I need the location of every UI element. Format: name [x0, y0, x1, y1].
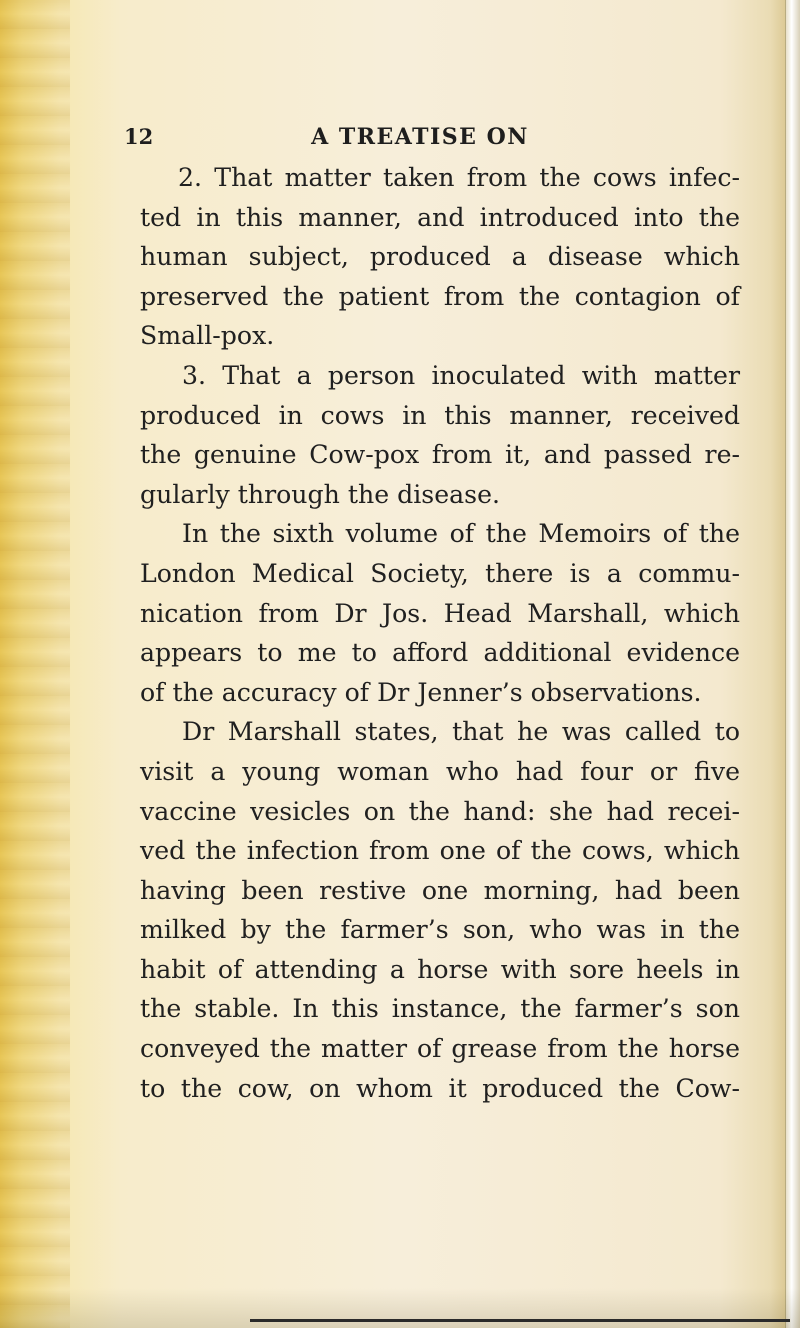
text-line: ved the infection from one of the cows, which [140, 836, 740, 866]
text-line: produced in cows in this manner, received [140, 400, 740, 430]
text-line: 3. That a person inoculated with matter [182, 360, 740, 390]
page-bottom-edge [250, 1319, 790, 1322]
page-header [100, 124, 740, 160]
text-line: preserved the patient from the contagion of [140, 281, 740, 311]
text-line: 2. That matter taken from the cows infec- [178, 163, 740, 192]
text-line: to the cow, on whom it produced the Cow- [140, 1073, 740, 1103]
text-line: the stable. In this instance, the farmer’s son [140, 994, 740, 1024]
text-line: Dr Marshall states, that he was called to [182, 717, 740, 747]
text-line: Small-pox. [140, 321, 275, 351]
text-line: of the accuracy of Dr Jenner’s observations. [140, 677, 702, 707]
running-title: A TREATISE ON [311, 124, 529, 150]
text-line: milked by the farmer’s son, who was in the [140, 915, 740, 945]
text-line: appears to me to afford additional evidence [140, 638, 740, 668]
text-line: nication from Dr Jos. Head Marshall, which [140, 598, 740, 628]
text-line: London Medical Society, there is a commu- [140, 558, 740, 588]
text-line: visit a young woman who had four or five [140, 756, 740, 786]
body-text [140, 158, 740, 1108]
page-number: 12 [124, 124, 154, 149]
text-line: In the sixth volume of the Memoirs of the [182, 519, 740, 549]
text-line: habit of attending a horse with sore heels in [140, 954, 740, 984]
page-left-edge-stain [0, 0, 70, 1328]
text-line: human subject, produced a disease which [140, 242, 740, 272]
text-line: vaccine vesicles on the hand: she had recei- [140, 796, 740, 826]
text-line: conveyed the matter of grease from the horse [140, 1034, 740, 1064]
page-bottom-shadow [0, 1288, 800, 1328]
text-line: having been restive one morning, had been [140, 875, 740, 905]
text-line: ted in this manner, and introduced into the [140, 202, 740, 232]
page-right-edge [785, 0, 800, 1328]
text-line: the genuine Cow-pox from it, and passed re- [140, 440, 740, 470]
text-line: gularly through the disease. [140, 479, 500, 509]
